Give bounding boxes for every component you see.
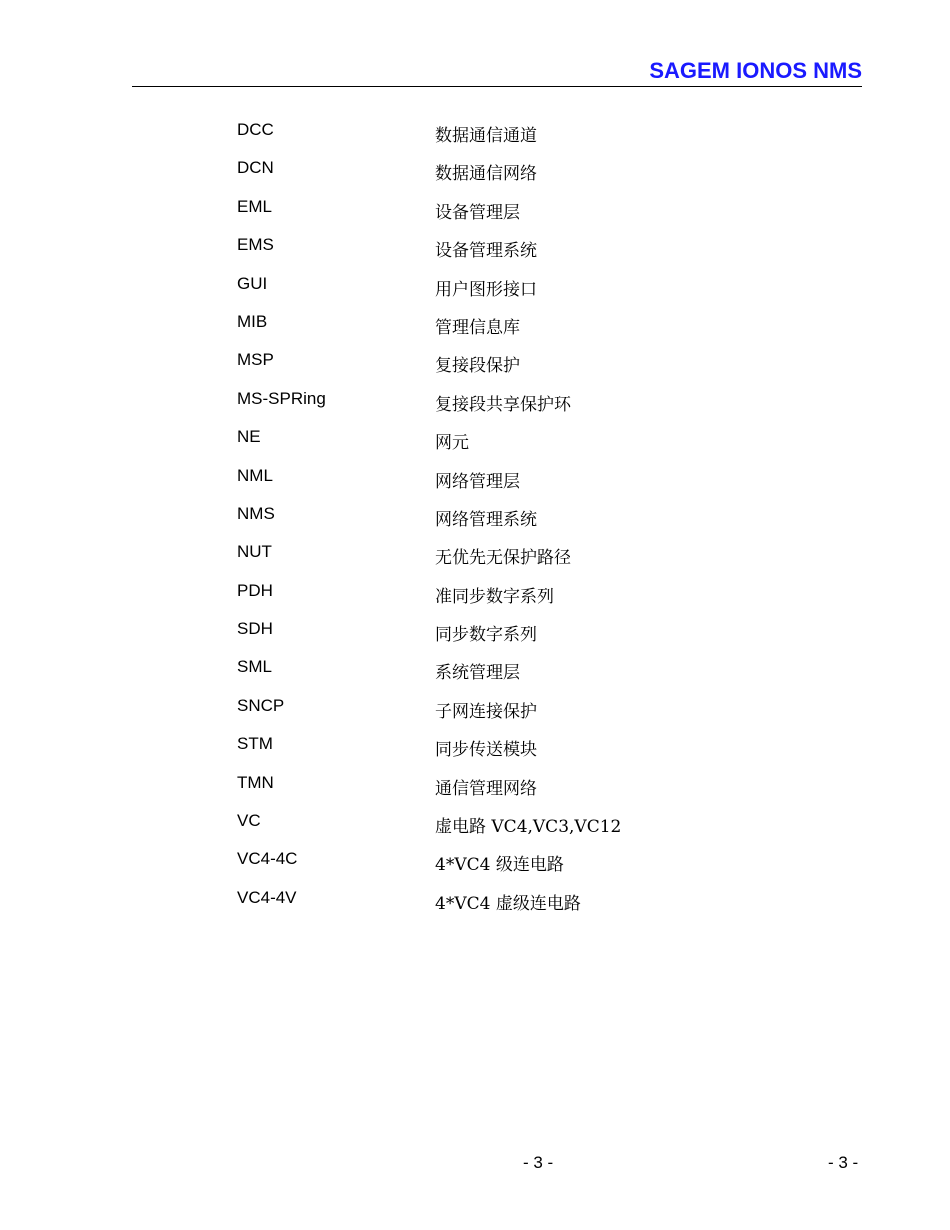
glossary-abbreviation: SDH <box>237 619 273 639</box>
glossary-definition: 数据通信网络 <box>435 164 537 185</box>
glossary-row <box>237 692 837 730</box>
glossary-definition: 设备管理系统 <box>435 241 537 262</box>
glossary-row <box>237 730 837 768</box>
glossary-abbreviation: DCN <box>237 158 274 178</box>
glossary-row <box>237 653 837 691</box>
glossary-row <box>237 154 837 192</box>
glossary-row <box>237 116 837 154</box>
glossary-row <box>237 308 837 346</box>
header-divider <box>132 86 862 87</box>
glossary-abbreviation: STM <box>237 734 273 754</box>
glossary-abbreviation: MIB <box>237 311 268 331</box>
glossary-definition: 设备管理层 <box>435 202 520 223</box>
glossary-row <box>237 769 837 807</box>
glossary-abbreviation: VC4-4C <box>237 849 298 869</box>
glossary-row <box>237 270 837 308</box>
glossary-definition: 通信管理网络 <box>435 778 537 799</box>
glossary-definition: 准同步数字系列 <box>435 586 554 607</box>
glossary-abbreviation: NUT <box>237 542 272 562</box>
glossary-abbreviation: NE <box>237 427 261 447</box>
document-title: SAGEM IONOS NMS <box>649 58 862 83</box>
glossary-row <box>237 500 837 538</box>
glossary-definition: 子网连接保护 <box>435 701 537 722</box>
glossary-definition: 虚电路 VC4,VC3,VC12 <box>435 817 622 838</box>
glossary-row <box>237 423 837 461</box>
glossary-row <box>237 385 837 423</box>
glossary-definition: 复接段共享保护环 <box>435 394 571 415</box>
glossary-row <box>237 577 837 615</box>
glossary-definition: 同步数字系列 <box>435 625 537 646</box>
glossary-abbreviation: NMS <box>237 503 275 523</box>
glossary-definition: 网元 <box>435 433 469 454</box>
glossary-abbreviation: GUI <box>237 273 268 293</box>
glossary-definition: 用户图形接口 <box>435 279 537 300</box>
page-number: - 3 - <box>523 1153 554 1172</box>
glossary-definition: 数据通信通道 <box>435 126 537 146</box>
glossary-row <box>237 231 837 269</box>
glossary-row <box>237 462 837 500</box>
glossary-definition: 4*VC4 虚级连电路 <box>435 893 581 914</box>
glossary-abbreviation: DCC <box>237 120 274 139</box>
glossary-row <box>237 884 837 922</box>
glossary-definition: 网络管理层 <box>435 471 520 492</box>
glossary-abbreviation: NML <box>237 465 273 485</box>
glossary-abbreviation: SNCP <box>237 695 285 715</box>
glossary-abbreviation: MSP <box>237 350 274 370</box>
glossary-definition: 系统管理层 <box>435 663 520 684</box>
glossary-abbreviation: EML <box>237 196 272 216</box>
page-number-right: - 3 - <box>828 1153 859 1172</box>
glossary-row <box>237 538 837 576</box>
glossary-definition: 管理信息库 <box>435 317 520 338</box>
glossary-row <box>237 807 837 845</box>
glossary-abbreviation: EMS <box>237 235 274 255</box>
glossary-abbreviation: MS-SPRing <box>237 388 326 408</box>
glossary-definition: 网络管理系统 <box>435 509 537 530</box>
glossary-abbreviation: PDH <box>237 580 273 600</box>
glossary-list <box>237 116 837 922</box>
glossary-row <box>237 615 837 653</box>
glossary-abbreviation: VC <box>237 811 261 831</box>
glossary-definition: 复接段保护 <box>435 356 520 377</box>
glossary-row <box>237 193 837 231</box>
glossary-definition: 无优先无保护路径 <box>435 548 571 569</box>
glossary-definition: 同步传送模块 <box>435 740 537 761</box>
glossary-row <box>237 346 837 384</box>
glossary-definition: 4*VC4 级连电路 <box>435 855 564 876</box>
glossary-abbreviation: VC4-4V <box>237 887 297 907</box>
glossary-abbreviation: SML <box>237 657 272 677</box>
glossary-abbreviation: TMN <box>237 772 274 792</box>
glossary-row <box>237 845 837 883</box>
